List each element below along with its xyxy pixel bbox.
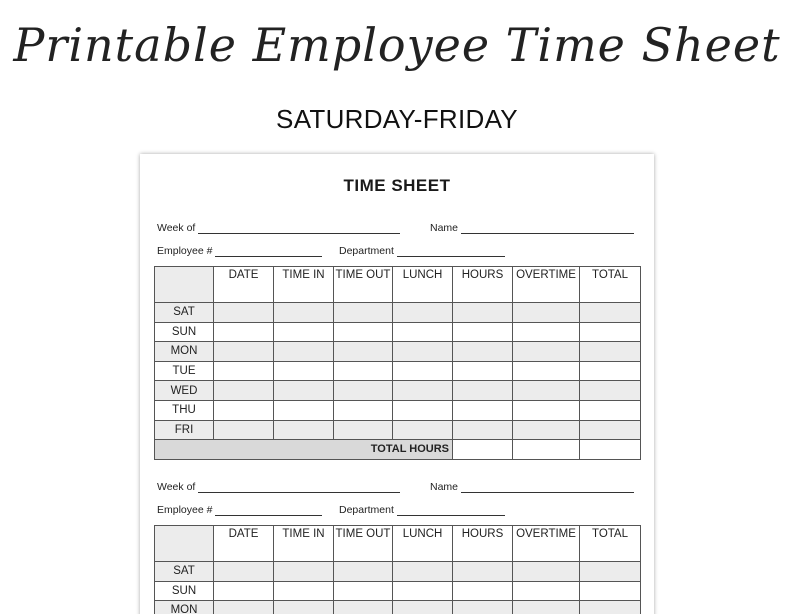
- col-header-time-in: TIME IN: [274, 267, 334, 303]
- cell-time-out[interactable]: [334, 400, 393, 420]
- cell-total[interactable]: [580, 361, 641, 381]
- day-label: FRI: [155, 420, 214, 440]
- week-of-line: [198, 483, 400, 493]
- cell-lunch[interactable]: [393, 601, 453, 614]
- total-hours-row: [155, 440, 641, 460]
- cell-hours[interactable]: [453, 601, 513, 614]
- cell-lunch[interactable]: [393, 562, 453, 582]
- name-field[interactable]: [430, 481, 634, 493]
- day-label: MON: [155, 342, 214, 362]
- week-of-label: Week of: [157, 481, 196, 493]
- cell-lunch[interactable]: [393, 303, 453, 323]
- cell-time-in[interactable]: [274, 581, 334, 601]
- cell-overtime[interactable]: [513, 381, 580, 401]
- cell-time-out[interactable]: [334, 361, 393, 381]
- cell-lunch[interactable]: [393, 420, 453, 440]
- header-blank-cell: [155, 526, 214, 562]
- cell-hours[interactable]: [453, 342, 513, 362]
- cell-hours[interactable]: [453, 361, 513, 381]
- week-of-label: Week of: [157, 222, 196, 234]
- cell-date[interactable]: [214, 342, 274, 362]
- name-line: [461, 483, 634, 493]
- cell-date[interactable]: [214, 400, 274, 420]
- cell-hours[interactable]: [453, 303, 513, 323]
- day-label: WED: [155, 381, 214, 401]
- total-hours-cell[interactable]: [453, 440, 513, 460]
- cell-date[interactable]: [214, 581, 274, 601]
- day-label: TUE: [155, 361, 214, 381]
- employee-number-line: [215, 506, 322, 516]
- cell-overtime[interactable]: [513, 601, 580, 614]
- cell-lunch[interactable]: [393, 361, 453, 381]
- cell-time-in[interactable]: [274, 562, 334, 582]
- table-row: [155, 322, 641, 342]
- cell-overtime[interactable]: [513, 581, 580, 601]
- cell-date[interactable]: [214, 381, 274, 401]
- col-header-date: DATE: [214, 526, 274, 562]
- cell-time-out[interactable]: [334, 381, 393, 401]
- cell-date[interactable]: [214, 601, 274, 614]
- cell-total[interactable]: [580, 303, 641, 323]
- day-label: THU: [155, 400, 214, 420]
- day-label: SUN: [155, 322, 214, 342]
- department-label: Department: [339, 245, 394, 257]
- table-row: [155, 342, 641, 362]
- cell-time-out[interactable]: [334, 562, 393, 582]
- cell-hours[interactable]: [453, 322, 513, 342]
- cell-hours[interactable]: [453, 381, 513, 401]
- cell-hours[interactable]: [453, 420, 513, 440]
- name-label: Name: [430, 222, 459, 234]
- col-header-lunch: LUNCH: [393, 526, 453, 562]
- employee-number-label: Employee #: [157, 245, 213, 257]
- cell-hours[interactable]: [453, 581, 513, 601]
- table-row: [155, 361, 641, 381]
- week-of-field[interactable]: [157, 481, 400, 493]
- cell-date[interactable]: [214, 420, 274, 440]
- cell-total[interactable]: [580, 562, 641, 582]
- col-header-date: DATE: [214, 267, 274, 303]
- name-label: Name: [430, 481, 459, 493]
- cell-time-out[interactable]: [334, 322, 393, 342]
- cell-overtime[interactable]: [513, 342, 580, 362]
- page-script-title: Printable Employee Time Sheet: [13, 18, 781, 72]
- cell-total[interactable]: [580, 322, 641, 342]
- table-row: [155, 400, 641, 420]
- table-header-row: [155, 267, 641, 303]
- cell-lunch[interactable]: [393, 381, 453, 401]
- cell-time-out[interactable]: [334, 581, 393, 601]
- cell-lunch[interactable]: [393, 342, 453, 362]
- department-line: [397, 247, 505, 257]
- col-header-lunch: LUNCH: [393, 267, 453, 303]
- day-label: SAT: [155, 562, 214, 582]
- cell-lunch[interactable]: [393, 322, 453, 342]
- cell-date[interactable]: [214, 322, 274, 342]
- cell-time-in[interactable]: [274, 420, 334, 440]
- cell-time-out[interactable]: [334, 420, 393, 440]
- cell-time-out[interactable]: [334, 601, 393, 614]
- cell-total[interactable]: [580, 400, 641, 420]
- header-blank-cell: [155, 267, 214, 303]
- employee-number-line: [215, 247, 322, 257]
- cell-hours[interactable]: [453, 400, 513, 420]
- table-header-row: [155, 526, 641, 562]
- day-label: SAT: [155, 303, 214, 323]
- page-subtitle: SATURDAY-FRIDAY: [276, 104, 518, 134]
- cell-date[interactable]: [214, 303, 274, 323]
- cell-overtime[interactable]: [513, 420, 580, 440]
- cell-overtime[interactable]: [513, 400, 580, 420]
- time-table-1: [154, 266, 641, 460]
- cell-total[interactable]: [580, 381, 641, 401]
- table-row: [155, 562, 641, 582]
- cell-date[interactable]: [214, 562, 274, 582]
- cell-time-in[interactable]: [274, 400, 334, 420]
- table-row: [155, 581, 641, 601]
- cell-time-out[interactable]: [334, 303, 393, 323]
- employee-number-label: Employee #: [157, 504, 213, 516]
- total-total-cell[interactable]: [580, 440, 641, 460]
- time-sheet-page: [140, 154, 654, 614]
- cell-time-out[interactable]: [334, 342, 393, 362]
- cell-lunch[interactable]: [393, 581, 453, 601]
- department-label: Department: [339, 504, 394, 516]
- cell-time-in[interactable]: [274, 342, 334, 362]
- name-line: [461, 224, 634, 234]
- cell-overtime[interactable]: [513, 361, 580, 381]
- cell-overtime[interactable]: [513, 303, 580, 323]
- col-header-time-out: TIME OUT: [334, 526, 393, 562]
- cell-overtime[interactable]: [513, 562, 580, 582]
- cell-lunch[interactable]: [393, 400, 453, 420]
- col-header-overtime: OVERTIME: [513, 267, 580, 303]
- col-header-time-out: TIME OUT: [334, 267, 393, 303]
- table-row: [155, 420, 641, 440]
- cell-time-in[interactable]: [274, 361, 334, 381]
- col-header-total: TOTAL: [580, 267, 641, 303]
- week-of-field[interactable]: [157, 222, 400, 234]
- cell-time-in[interactable]: [274, 381, 334, 401]
- cell-time-in[interactable]: [274, 322, 334, 342]
- department-field[interactable]: [339, 504, 505, 516]
- col-header-total: TOTAL: [580, 526, 641, 562]
- employee-number-field[interactable]: [157, 245, 322, 257]
- cell-time-in[interactable]: [274, 303, 334, 323]
- col-header-overtime: OVERTIME: [513, 526, 580, 562]
- cell-date[interactable]: [214, 361, 274, 381]
- col-header-hours: HOURS: [453, 267, 513, 303]
- department-field[interactable]: [339, 245, 505, 257]
- department-line: [397, 506, 505, 516]
- name-field[interactable]: [430, 222, 634, 234]
- cell-total[interactable]: [580, 342, 641, 362]
- total-hours-label: TOTAL HOURS: [155, 440, 453, 460]
- sheet-title: TIME SHEET: [343, 176, 451, 195]
- day-label: MON: [155, 601, 214, 614]
- cell-total[interactable]: [580, 581, 641, 601]
- col-header-time-in: TIME IN: [274, 526, 334, 562]
- table-row: [155, 381, 641, 401]
- employee-number-field[interactable]: [157, 504, 322, 516]
- cell-hours[interactable]: [453, 562, 513, 582]
- col-header-hours: HOURS: [453, 526, 513, 562]
- day-label: SUN: [155, 581, 214, 601]
- time-table-2: [154, 525, 641, 614]
- cell-time-in[interactable]: [274, 601, 334, 614]
- table-row: [155, 303, 641, 323]
- cell-total[interactable]: [580, 601, 641, 614]
- week-of-line: [198, 224, 400, 234]
- table-row: [155, 601, 641, 614]
- cell-overtime[interactable]: [513, 322, 580, 342]
- cell-total[interactable]: [580, 420, 641, 440]
- total-overtime-cell[interactable]: [513, 440, 580, 460]
